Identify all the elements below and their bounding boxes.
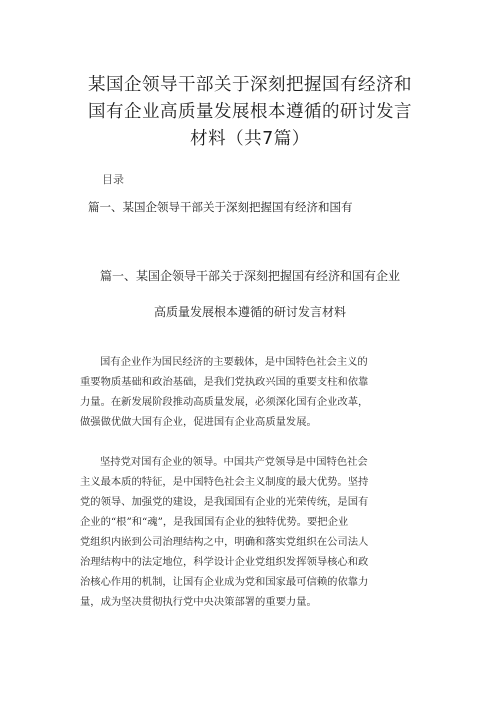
paragraph-line: 国有企业作为国民经济的主要载体，是中国特色社会主义的 xyxy=(100,356,368,368)
paragraph-line: 治核心作用的机制，让国有企业成为党和国家最可信赖的依靠力 xyxy=(80,576,369,588)
paragraph-line: 党组织内嵌到公司治理结构之中，明确和落实党组织在公司法人 xyxy=(80,536,369,548)
section-title-line: 高质量发展根本遵循的研讨发言材料 xyxy=(153,305,346,319)
paragraph-line: 主义最本质的特征，是中国特色社会主义制度的最大优势。坚持 xyxy=(80,476,369,488)
paragraph-line: 重要物质基础和政治基础，是我们党执政兴国的重要支柱和依靠 xyxy=(80,376,369,388)
paragraph-line: 量，成为坚决贯彻执行党中央决策部署的重要力量。 xyxy=(80,596,317,608)
document-title xyxy=(40,72,460,153)
title-line: 国有企业高质量发展根本遵循的研讨发言 xyxy=(88,102,412,122)
paragraph-line: 坚持党对国有企业的领导。中国共产党领导是中国特色社会 xyxy=(100,456,368,468)
toc-heading: 目录 xyxy=(102,173,124,186)
paragraph-line: 力量。在新发展阶段推动高质量发展，必须深化国有企业改革， xyxy=(80,396,369,408)
paragraph-line: 党的领导、加强党的建设，是我国国有企业的光荣传统，是国有 xyxy=(80,496,369,508)
paragraph-line: 企业的“根”和“魂”，是我国国有企业的独特优势。要把企业 xyxy=(80,516,349,528)
title-line: 某国企领导干部关于深刻把握国有经济和 xyxy=(88,75,412,95)
toc-item[interactable]: 篇一、某国企领导干部关于深刻把握国有经济和国有 xyxy=(88,200,353,214)
section-title-line: 篇一、某国企领导干部关于深刻把握国有经济和国有企业 xyxy=(99,269,400,283)
paragraph-1 xyxy=(80,352,430,432)
paragraph-2 xyxy=(80,452,430,612)
paragraph-line: 治理结构中的法定地位，科学设计企业党组织发挥领导核心和政 xyxy=(80,556,369,568)
paragraph-line: 做强做优做大国有企业，促进国有企业高质量发展。 xyxy=(80,416,317,428)
title-line: 材料（共7篇） xyxy=(190,129,310,149)
